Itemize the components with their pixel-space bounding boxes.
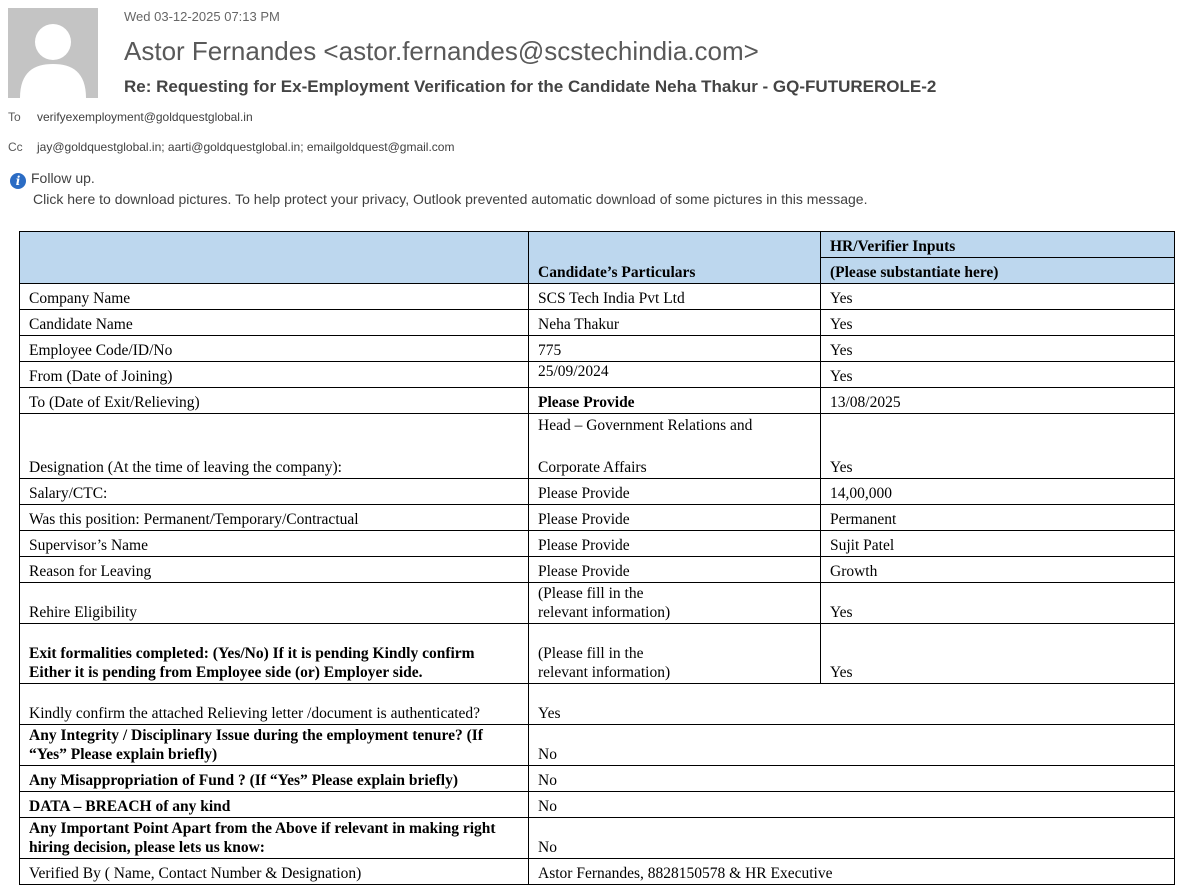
email-subject: Re: Requesting for Ex-Employment Verification for the Candidate Neha Thakur - GQ-FUTUREROLE-2 (124, 77, 937, 96)
row-particulars: Please Provide (529, 388, 821, 414)
email-date: Wed 03-12-2025 07:13 PM (124, 9, 280, 24)
row-particulars: Please Provide (529, 505, 821, 531)
table-row (20, 557, 1175, 583)
person-icon (8, 8, 98, 98)
row-value[interactable]: No (529, 792, 1175, 818)
to-label: To (8, 110, 21, 124)
table-row (20, 388, 1175, 414)
row-input[interactable]: Sujit Patel (821, 531, 1175, 557)
to-row (8, 110, 253, 124)
table-row (20, 583, 1175, 624)
row-label: Any Important Point Apart from the Above if relevant in making right hiring decision, please lets us know: (20, 818, 529, 859)
row-particulars: Please Provide (529, 479, 821, 505)
row-particulars: 775 (529, 336, 821, 362)
table-row (20, 624, 1175, 684)
info-icon: i (10, 173, 26, 189)
row-particulars: 25/09/2024 (529, 362, 821, 388)
table-row (20, 284, 1175, 310)
row-input[interactable]: 13/08/2025 (821, 388, 1175, 414)
followup-flag: Follow up. (31, 170, 95, 186)
row-label: Kindly confirm the attached Relieving letter /document is authenticated? (20, 684, 529, 725)
row-label: Designation (At the time of leaving the company): (20, 414, 529, 479)
table-row (20, 362, 1175, 388)
verification-table (19, 231, 1175, 885)
info-bar (10, 168, 867, 210)
row-value[interactable]: No (529, 818, 1175, 859)
row-value[interactable]: Yes (529, 684, 1175, 725)
to-recipients[interactable]: verifyexemployment@goldquestglobal.in (37, 110, 253, 124)
table-row (20, 479, 1175, 505)
row-label: Company Name (20, 284, 529, 310)
row-value[interactable]: Astor Fernandes, 8828150578 & HR Executive (529, 859, 1175, 885)
row-particulars: Please Provide (529, 557, 821, 583)
row-label: DATA – BREACH of any kind (20, 792, 529, 818)
table-row (20, 310, 1175, 336)
particulars-line: relevant information) (538, 664, 671, 681)
row-value[interactable]: No (529, 725, 1175, 766)
row-label: Any Misappropriation of Fund ? (If “Yes” Please explain briefly) (20, 766, 529, 792)
row-particulars (529, 414, 821, 479)
row-input[interactable]: Yes (821, 624, 1175, 684)
row-particulars: SCS Tech India Pvt Ltd (529, 284, 821, 310)
particulars-line: (Please fill in the (538, 585, 644, 602)
row-input[interactable]: Yes (821, 310, 1175, 336)
table-row (20, 859, 1175, 885)
email-sender[interactable]: Astor Fernandes <astor.fernandes@scstechindia.com> (124, 36, 759, 66)
row-label: Reason for Leaving (20, 557, 529, 583)
header-substantiate: (Please substantiate here) (821, 258, 1175, 284)
row-particulars (529, 583, 821, 624)
row-value[interactable]: No (529, 766, 1175, 792)
table-row (20, 818, 1175, 859)
header-candidate-particulars: Candidate’s Particulars (529, 232, 821, 284)
cc-label: Cc (8, 140, 23, 154)
row-label: Rehire Eligibility (20, 583, 529, 624)
table-row (20, 531, 1175, 557)
table-row (20, 414, 1175, 479)
row-particulars (529, 624, 821, 684)
row-input[interactable]: Yes (821, 362, 1175, 388)
row-label: To (Date of Exit/Relieving) (20, 388, 529, 414)
particulars-line: Head – Government Relations and (538, 417, 753, 434)
row-label: Employee Code/ID/No (20, 336, 529, 362)
row-label: Any Integrity / Disciplinary Issue during the employment tenure? (If “Yes” Please explain briefly) (20, 725, 529, 766)
cc-recipients[interactable]: jay@goldquestglobal.in; aarti@goldquestglobal.in; emailgoldquest@gmail.com (37, 140, 455, 154)
row-input[interactable]: Growth (821, 557, 1175, 583)
table-row (20, 766, 1175, 792)
table-row (20, 684, 1175, 725)
cc-row (8, 140, 454, 154)
row-label: Verified By ( Name, Contact Number & Designation) (20, 859, 529, 885)
particulars-line: (Please fill in the (538, 645, 644, 662)
download-pictures-link[interactable]: Click here to download pictures. To help protect your privacy, Outlook prevented automatic download of some pictures in this message. (33, 191, 868, 207)
row-label: Was this position: Permanent/Temporary/Contractual (20, 505, 529, 531)
row-label: Candidate Name (20, 310, 529, 336)
row-input[interactable]: Yes (821, 583, 1175, 624)
row-input[interactable]: Yes (821, 414, 1175, 479)
header-blank-cell (20, 232, 529, 284)
table-row (20, 336, 1175, 362)
sender-avatar (8, 8, 98, 98)
row-label: From (Date of Joining) (20, 362, 529, 388)
header-hr-verifier-inputs: HR/Verifier Inputs (821, 232, 1175, 258)
row-label: Exit formalities completed: (Yes/No) If it is pending Kindly confirm Either it is pending from Employee side (or) Employer side. (20, 624, 529, 684)
particulars-line: Corporate Affairs (538, 459, 647, 476)
row-label: Salary/CTC: (20, 479, 529, 505)
row-input[interactable]: 14,00,000 (821, 479, 1175, 505)
table-row (20, 505, 1175, 531)
row-particulars: Neha Thakur (529, 310, 821, 336)
row-label: Supervisor’s Name (20, 531, 529, 557)
row-particulars: Please Provide (529, 531, 821, 557)
particulars-line: relevant information) (538, 604, 671, 621)
row-input[interactable]: Permanent (821, 505, 1175, 531)
row-input[interactable]: Yes (821, 336, 1175, 362)
table-row (20, 792, 1175, 818)
table-row (20, 725, 1175, 766)
row-input[interactable]: Yes (821, 284, 1175, 310)
